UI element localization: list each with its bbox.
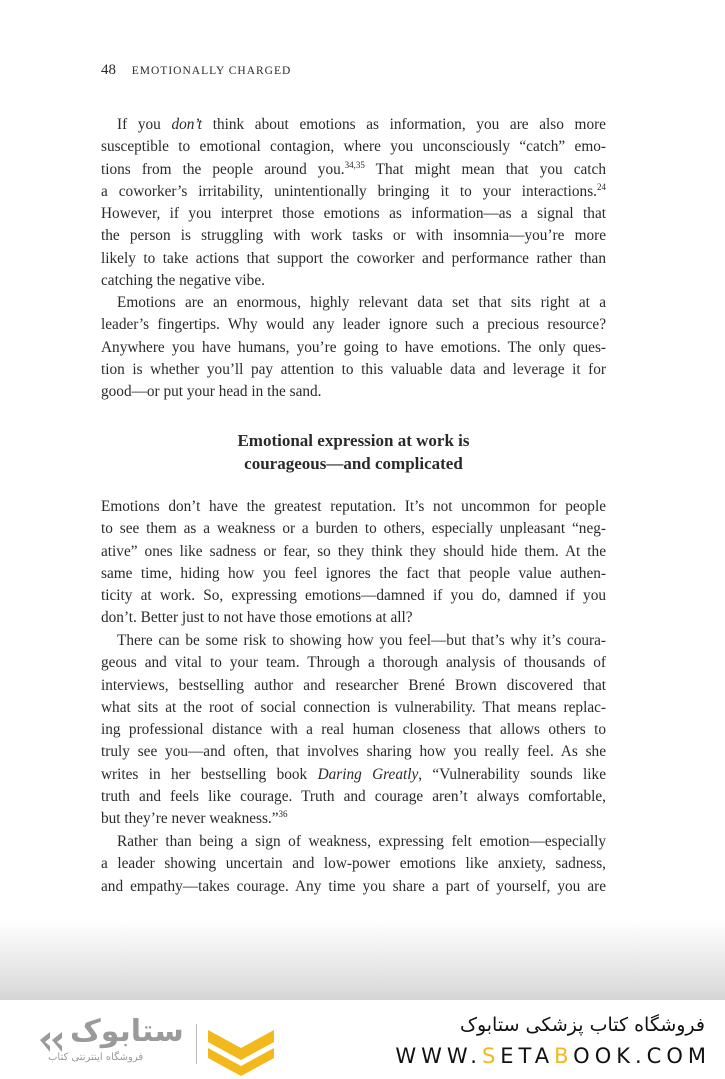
- text-run: truth and feels like courage. Truth and courage aren’t always comfortable,: [101, 788, 606, 806]
- paragraph: [101, 831, 606, 898]
- text-line: [101, 831, 606, 853]
- page-number: 48: [101, 62, 116, 78]
- logo-subtitle: فروشگاه اینترنتی کتاب: [48, 1052, 144, 1063]
- text-line: [101, 719, 606, 741]
- text-run: However, if you interpret those emotions as information—as a signal that: [101, 205, 606, 223]
- text-run: what sits at the root of social connection is vulnerability. That means replac-: [101, 698, 606, 716]
- text-run: don’t. Better just to not have those emotions at all?: [101, 609, 413, 627]
- text-run: Emotions don’t have the greatest reputation. It’s not uncommon for people: [101, 498, 606, 515]
- paragraph: [101, 496, 606, 630]
- text-run: , “Vulnerability sounds like: [418, 765, 606, 783]
- url-part: WWW.: [395, 1044, 482, 1068]
- text-line: [101, 853, 606, 875]
- section-heading: [101, 429, 606, 475]
- heading-line: Emotional expression at work is: [237, 431, 470, 450]
- text-run: think about emotions as information, you are also more: [202, 116, 606, 133]
- text-run: a leader showing uncertain and low-power emotions like anxiety, sadness,: [101, 855, 606, 873]
- text-run: ticity at work. So, expressing emotions—damned if you do, damned if you: [101, 587, 606, 605]
- text-run: Rather than being a sign of weakness, expressing felt emotion—especially: [117, 833, 606, 850]
- text-run: tions from the people around you.: [101, 160, 345, 178]
- text-run: If you: [117, 116, 172, 133]
- text-run: good—or put your head in the sand.: [101, 383, 322, 401]
- store-url[interactable]: [395, 1044, 711, 1068]
- italic-text: don’t: [171, 116, 203, 133]
- text-run: ing professional distance with a real human closeness that allows others to: [101, 721, 606, 739]
- text-line: [101, 541, 606, 563]
- text-run: same time, hiding how you feel ignores the fact that people value authen-: [101, 564, 606, 582]
- text-run: and empathy—takes courage. Any time you share a part of yourself, you are: [101, 877, 606, 895]
- text-line: [101, 630, 606, 652]
- text-line: [101, 381, 606, 403]
- running-title: EMOTIONALLY CHARGED: [131, 65, 292, 77]
- paragraph: [101, 630, 606, 831]
- text-line: [101, 518, 606, 540]
- text-run: Emotions are an enormous, highly relevant data set that sits right at a: [117, 294, 606, 311]
- text-line: [101, 337, 606, 359]
- logo-divider: [196, 1024, 197, 1064]
- text-line: [101, 114, 606, 136]
- logo-text: ستابوک: [70, 1014, 184, 1049]
- text-run: to see them as a weakness or a burden to others, especially unpleasant “neg-: [101, 520, 606, 538]
- text-run: interviews, bestselling author and researcher Brené Brown discovered that: [101, 676, 606, 694]
- url-part: OOK.COM: [573, 1044, 711, 1068]
- text-run: catching the negative vibe.: [101, 272, 265, 290]
- store-name: فروشگاه کتاب پزشکی ستابوک: [459, 1014, 705, 1036]
- text-run: writes in her bestselling book: [101, 765, 318, 783]
- text-run: ative” ones like sadness or fear, so they think they should hide them. At the: [101, 542, 606, 560]
- footnote-ref: 34,35: [344, 159, 365, 170]
- heading-line: courageous—and complicated: [244, 454, 463, 473]
- running-header: [101, 62, 291, 79]
- text-run: truly see you—and often, that involves sharing how you really feel. As she: [101, 743, 606, 761]
- text-run: a coworker’s irritability, unintentionally bringing it to your interactions.: [101, 182, 597, 200]
- text-line: [101, 496, 606, 518]
- text-run: leader’s fingertips. Why would any leader ignore such a precious resource?: [101, 316, 606, 334]
- text-line: [101, 203, 606, 225]
- text-run: tion is whether you’ll pay attention to this valuable data and leverage it for: [101, 360, 606, 378]
- paragraph: [101, 114, 606, 292]
- url-part: S: [481, 1044, 501, 1068]
- watermark-footer: [0, 1000, 725, 1079]
- text-line: [101, 359, 606, 381]
- url-part: ETA: [500, 1044, 555, 1068]
- text-line: [101, 585, 606, 607]
- url-part: B: [554, 1044, 574, 1068]
- paragraph: [101, 292, 606, 403]
- text-line: [101, 136, 606, 158]
- text-line: [101, 876, 606, 898]
- text-line: [101, 292, 606, 314]
- text-line: [101, 786, 606, 808]
- text-line: [101, 741, 606, 763]
- text-run: There can be some risk to showing how you feel—but that’s why it’s coura-: [117, 632, 606, 649]
- text-run: the person is struggling with work tasks or with insomnia—you’re more: [101, 227, 606, 245]
- text-line: [101, 563, 606, 585]
- text-run: That might mean that you catch: [364, 160, 606, 178]
- text-line: [101, 675, 606, 697]
- text-line: [101, 697, 606, 719]
- text-run: susceptible to emotional contagion, where you unconsciously “catch” emo-: [101, 138, 606, 156]
- footnote-ref: 24: [597, 181, 606, 192]
- text-run: likely to take actions that support the coworker and performance rather than: [101, 249, 606, 267]
- text-run: Anywhere you have humans, you’re going to have emotions. The only ques-: [101, 338, 606, 356]
- text-line: [101, 181, 606, 203]
- text-line: [101, 652, 606, 674]
- text-run: geous and vital to your team. Through a thorough analysis of thousands of: [101, 654, 606, 672]
- text-line: [101, 159, 606, 181]
- text-line: [101, 225, 606, 247]
- text-line: [101, 808, 606, 830]
- text-line: [101, 764, 606, 786]
- footnote-ref: 36: [278, 809, 288, 820]
- italic-text: Daring Greatly: [317, 765, 419, 783]
- text-line: [101, 607, 606, 629]
- text-run: but they’re never weakness.”: [101, 810, 279, 828]
- text-line: [101, 314, 606, 336]
- text-line: [101, 248, 606, 270]
- text-line: [101, 270, 606, 292]
